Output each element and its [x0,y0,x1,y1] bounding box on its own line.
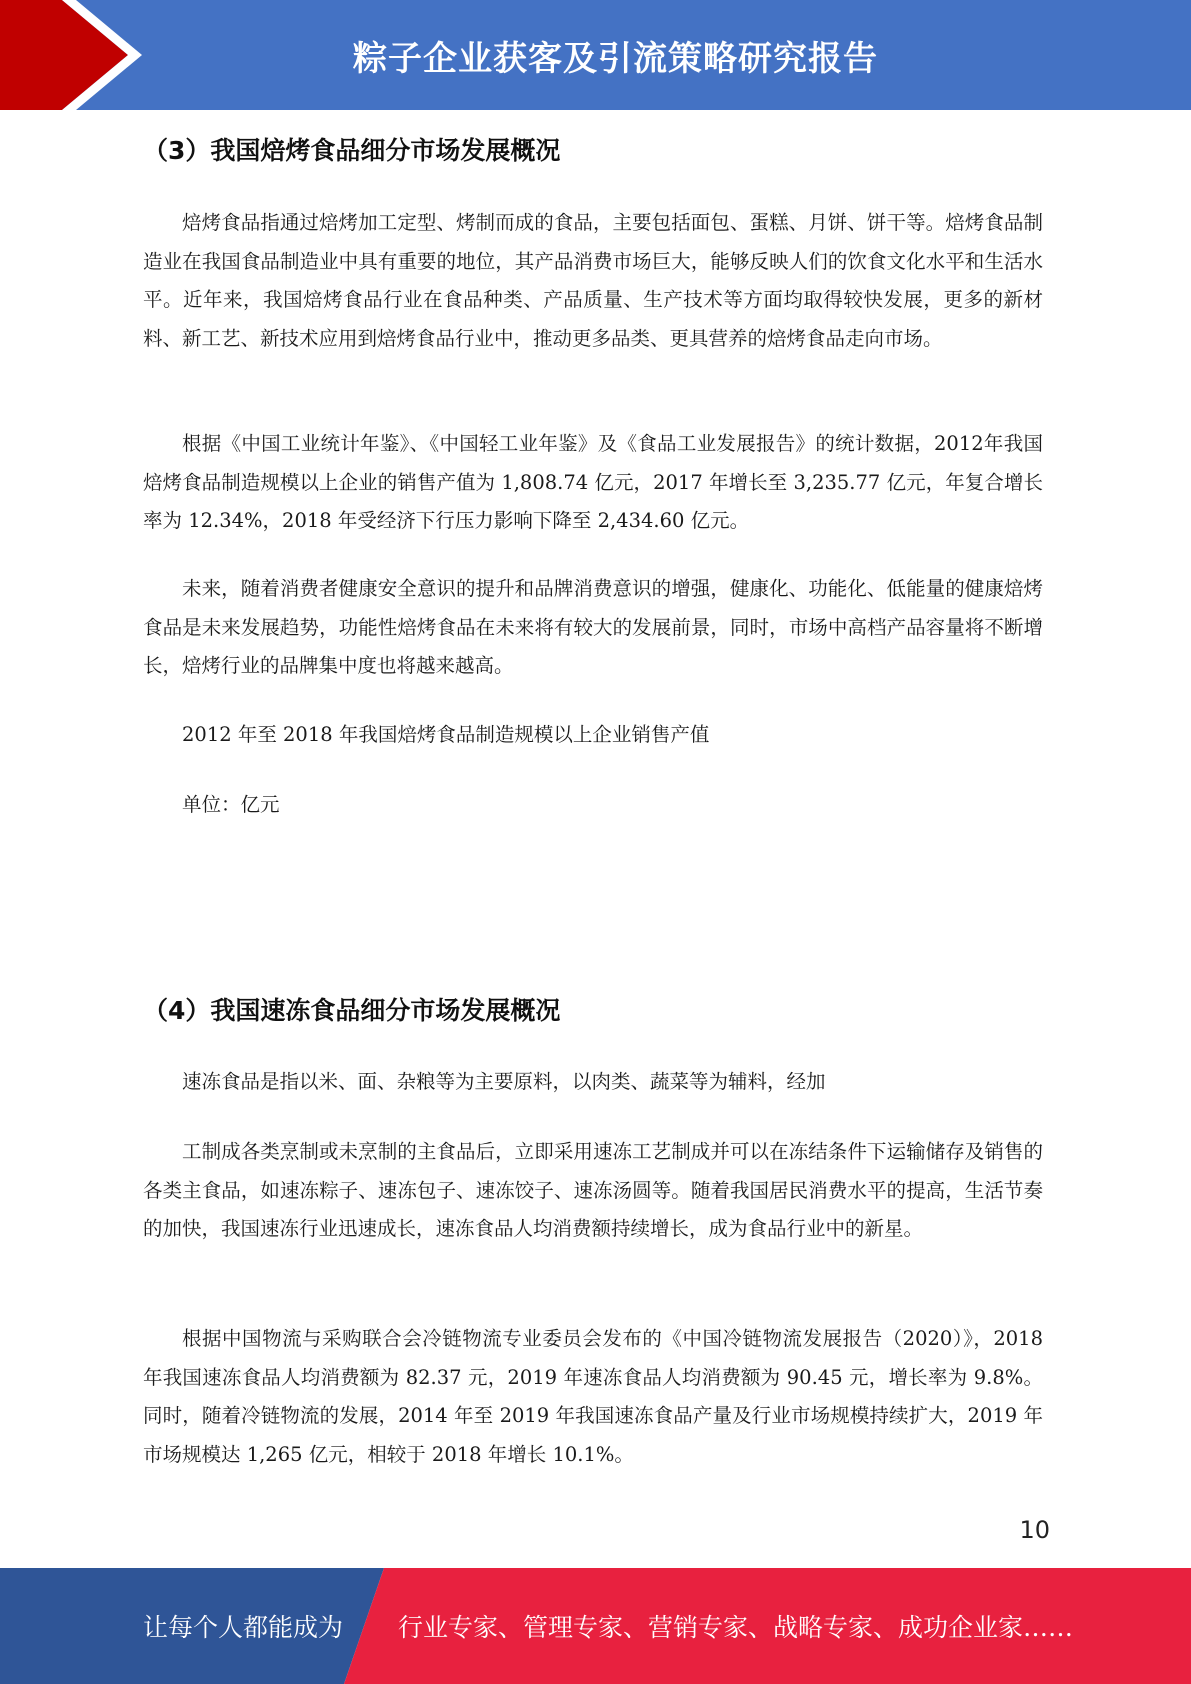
section-heading-baking: （3）我国焙烤食品细分市场发展概况 [143,136,561,165]
paragraph: 根据《中国工业统计年鉴》、《中国轻工业年鉴》及《食品工业发展报告》的统计数据，2012年我国焙烤食品制造规模以上企业的销售产值为 1,808.74 亿元，2017 年增长至 3,235.77 亿元，年复合增长率为 12.34%，2018 年受经济下行压力影响下降至 2,434.60 亿元。 [143,432,1043,532]
footer-slogan-left: 让每个人都能成为 [143,1613,344,1642]
chart-unit: 单位：亿元 [182,793,280,816]
page-footer [0,1568,1191,1684]
section-heading-frozen: （4）我国速冻食品细分市场发展概况 [143,996,561,1025]
chart-caption: 2012 年至 2018 年我国焙烤食品制造规模以上企业销售产值 [182,723,710,746]
page-number: 10 [1019,1516,1050,1544]
paragraph: 焙烤食品指通过焙烤加工定型、烤制而成的食品，主要包括面包、蛋糕、月饼、饼干等。焙烤食品制造业在我国食品制造业中具有重要的地位，其产品消费市场巨大，能够反映人们的饮食文化水平和生活水平。近年来，我国焙烤食品行业在食品种类、产品质量、生产技术等方面均取得较快发展，更多的新材料、新工艺、新技术应用到焙烤食品行业中，推动更多品类、更具营养的焙烤食品走向市场。 [143,211,1043,350]
paragraph: 根据中国物流与采购联合会冷链物流专业委员会发布的《中国冷链物流发展报告（2020）》，2018 年我国速冻食品人均消费额为 82.37 元，2019 年速冻食品人均消费额为 90.45 元，增长率为 9.8%。同时，随着冷链物流的发展，2014 年至 2019 年我国速冻食品产量及行业市场规模持续扩大，2019 年市场规模达 1,265 亿元，相较于 2018 年增长 10.1%。 [143,1327,1043,1466]
footer-slogan-right: 行业专家、管理专家、营销专家、战略专家、成功企业家…… [398,1613,1074,1642]
paragraph: 未来，随着消费者健康安全意识的提升和品牌消费意识的增强，健康化、功能化、低能量的健康焙烤食品是未来发展趋势，功能性焙烤食品在未来将有较大的发展前景，同时，市场中高档产品容量将不断增长，焙烤行业的品牌集中度也将越来越高。 [143,577,1043,677]
report-title: 粽子企业获客及引流策略研究报告 [353,38,878,79]
page-header [0,0,1191,110]
paragraph-intro-line: 速冻食品是指以米、面、杂粮等为主要原料，以肉类、蔬菜等为辅料，经加 [182,1070,826,1093]
paragraph: 工制成各类烹制或未烹制的主食品后，立即采用速冻工艺制成并可以在冻结条件下运输储存及销售的各类主食品，如速冻粽子、速冻包子、速冻饺子、速冻汤圆等。随着我国居民消费水平的提高，生活节奏的加快，我国速冻行业迅速成长，速冻食品人均消费额持续增长，成为食品行业中的新星。 [143,1140,1043,1240]
